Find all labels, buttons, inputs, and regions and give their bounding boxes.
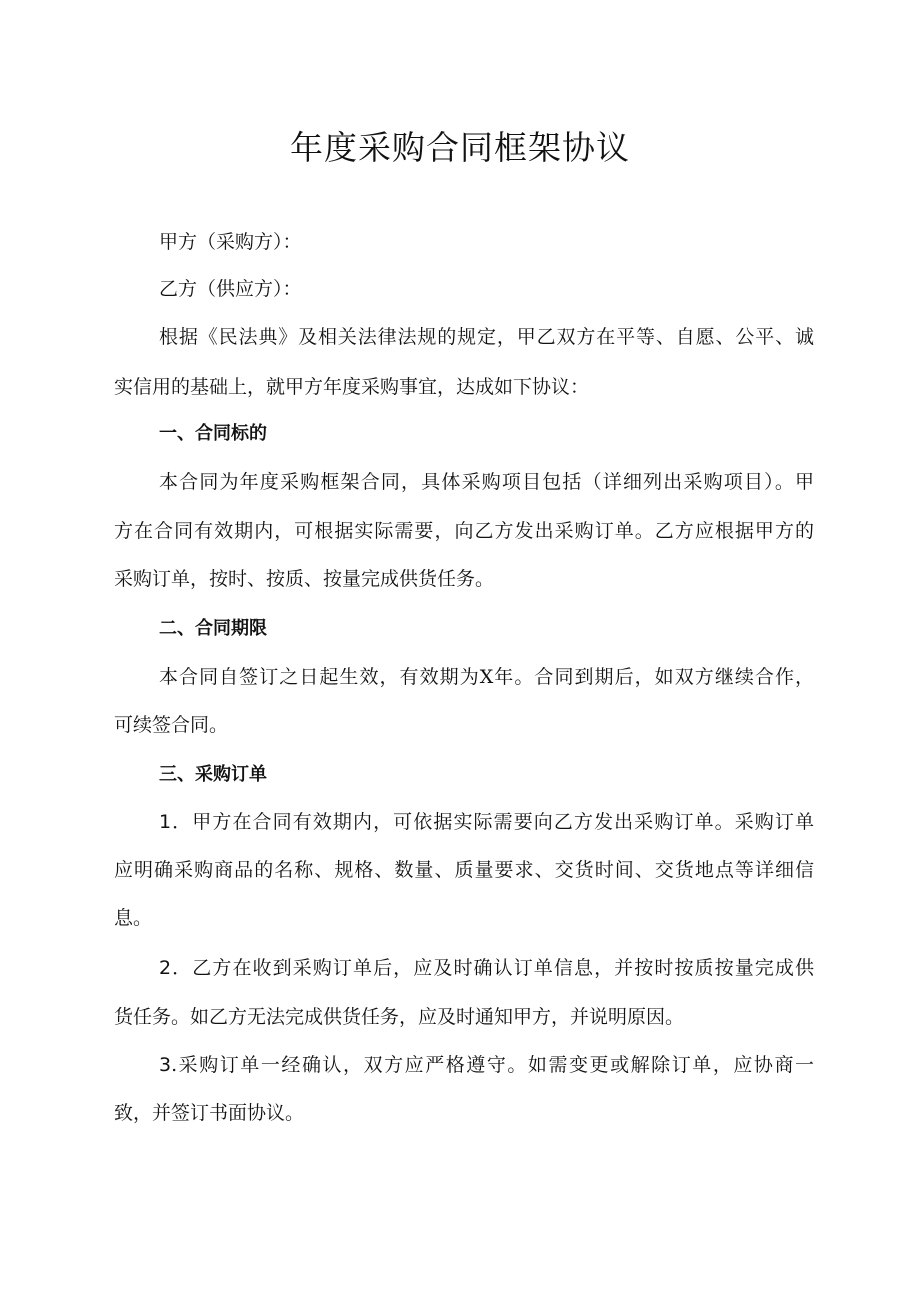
item-2-text: ．乙方在收到采购订单后，应及时确认订单信息，并按时按质按量完成供 (171, 957, 814, 979)
item-3-number: 3 (159, 1054, 172, 1076)
section-3-item-1-line-2: 应明确采购商品的名称、规格、数量、质量要求、交货时间、交货地点等详细信 (114, 859, 814, 881)
section-2-line-1: 本合同自签订之日起生效，有效期为X年。合同到期后，如双方继续合作， (159, 666, 814, 688)
section-2-line-2: 可续签合同。 (114, 714, 229, 736)
item-3-text: .采购订单一经确认，双方应严格遵守。如需变更或解除订单，应协商一 (171, 1054, 814, 1076)
intro-paragraph-line-1: 根据《民法典》及相关法律法规的规定，甲乙双方在平等、自愿、公平、诚 (159, 326, 814, 348)
party-b-line: 乙方（供应方）： (159, 278, 302, 300)
section-3-heading: 三、采购订单 (159, 764, 267, 785)
section-1-line-3: 采购订单，按时、按质、按量完成供货任务。 (114, 568, 495, 590)
section-3-item-1-line-1 (159, 798, 814, 846)
party-a-line: 甲方（采购方）： (159, 231, 302, 253)
section-2-heading: 二、合同期限 (159, 618, 267, 639)
section-3-item-3-line-1 (159, 1041, 814, 1089)
document-title: 年度采购合同框架协议 (290, 128, 630, 167)
item-1-text: ．甲方在合同有效期内，可依据实际需要向乙方发出采购订单。采购订单 (171, 811, 814, 833)
section-3-item-3-line-2: 致，并签订书面协议。 (114, 1102, 305, 1124)
item-2-number: 2 (159, 957, 172, 979)
section-3-item-2-line-2: 货任务。如乙方无法完成供货任务，应及时通知甲方，并说明原因。 (114, 1006, 685, 1028)
section-1-heading: 一、合同标的 (159, 423, 267, 444)
intro-paragraph-line-2: 实信用的基础上，就甲方年度采购事宜，达成如下协议： (114, 376, 590, 398)
section-1-line-2: 方在合同有效期内，可根据实际需要，向乙方发出采购订单。乙方应根据甲方的 (114, 520, 814, 542)
section-3-item-1-line-3: 息。 (114, 907, 153, 929)
item-1-number: 1 (159, 811, 172, 833)
section-3-item-2-line-1 (159, 944, 814, 992)
section-1-line-1: 本合同为年度采购框架合同，具体采购项目包括（详细列出采购项目）。甲 (159, 471, 814, 493)
